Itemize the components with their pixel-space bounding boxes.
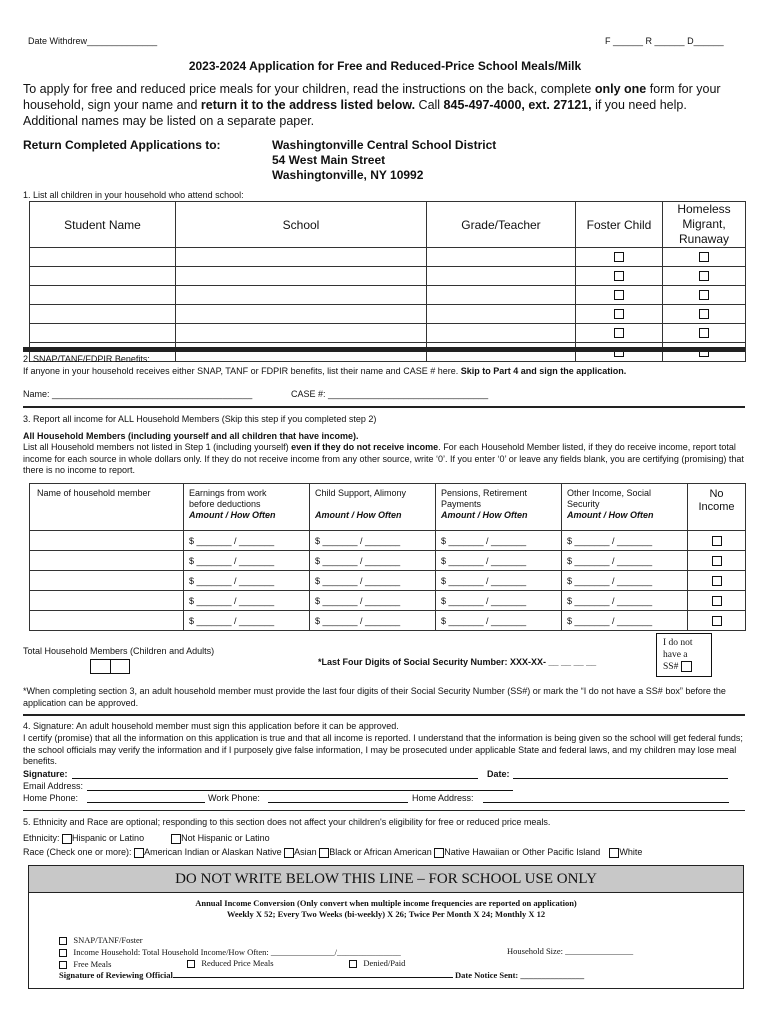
instr-text: . For each Household Member listed, if they do receive income, report total income for each source in whole dollars only. If they do not receive income from any other source, write ‘0’. If you enter ‘0’ or leave any fields blank, you are certifying (promising) that there is no income to report. xyxy=(23,442,744,475)
amount-how-often-field[interactable]: $ _______ / _______ xyxy=(567,615,653,626)
income-table xyxy=(29,483,746,631)
foster-cell[interactable] xyxy=(576,324,663,343)
race-option: Native Hawaiian or Other Pacific Island xyxy=(444,847,601,857)
work-phone-label: Work Phone: xyxy=(208,793,260,803)
child-row xyxy=(30,286,746,305)
amount-cell[interactable] xyxy=(436,551,562,571)
amount-how-often-field[interactable]: $ _______ / _______ xyxy=(315,555,401,566)
school-cell[interactable] xyxy=(176,286,427,305)
email-label: Email Address: xyxy=(23,781,84,791)
member-name-cell[interactable] xyxy=(30,551,184,571)
no-ssn-box xyxy=(656,633,712,677)
amount-how-often-field[interactable]: $ _______ / _______ xyxy=(315,615,401,626)
school-cell[interactable] xyxy=(176,305,427,324)
office-signature-row xyxy=(59,970,584,980)
amount-cell[interactable] xyxy=(310,551,436,571)
no-income-cell[interactable] xyxy=(688,531,746,551)
col-label: Earnings from work xyxy=(189,488,267,498)
amount-how-often-field[interactable]: $ _______ / _______ xyxy=(189,575,275,586)
homeless-label: Homeless xyxy=(677,202,731,216)
intro-bold: return it to the address listed below. xyxy=(200,98,416,112)
amount-how-often-field[interactable]: $ _______ / _______ xyxy=(567,595,653,606)
student-name-cell[interactable] xyxy=(30,286,176,305)
section2-skip-note: Skip to Part 4 and sign the application. xyxy=(460,366,627,376)
amount-how-often-field[interactable]: $ _______ / _______ xyxy=(315,595,401,606)
conversion-line: Annual Income Conversion (Only convert when multiple income frequencies are reported on application) xyxy=(195,898,577,908)
col-label: Income xyxy=(698,501,735,513)
intro-text: Call xyxy=(415,98,444,112)
eth-not-hispanic-label: Not Hispanic or Latino xyxy=(181,833,270,843)
amount-how-often: Amount / How Often xyxy=(189,510,276,520)
no-ssn-checkbox[interactable] xyxy=(681,661,692,672)
children-header-row xyxy=(30,202,746,248)
col-label: Child Support, Alimony xyxy=(315,488,407,498)
amount-how-often-field[interactable]: $ _______ / _______ xyxy=(315,575,401,586)
signature-label: Signature: xyxy=(23,769,68,779)
homeless-cell[interactable] xyxy=(663,324,746,343)
no-ssn-text: SS# xyxy=(663,662,679,672)
amount-cell[interactable] xyxy=(436,571,562,591)
office-checkbox[interactable] xyxy=(59,949,67,957)
amount-how-often-field[interactable]: $ _______ / _______ xyxy=(315,535,401,546)
total-members-box[interactable] xyxy=(90,659,130,674)
intro-text: if you need help. Additional names may be listed on a separate paper. xyxy=(23,98,687,128)
amount-cell[interactable] xyxy=(184,591,310,611)
no-income-checkbox[interactable] xyxy=(712,596,722,606)
section4-heading: 4. Signature: An adult household member must sign this application before it can be approved. xyxy=(23,721,399,731)
member-name-cell[interactable] xyxy=(30,571,184,591)
foster-cell[interactable] xyxy=(576,286,663,305)
race-option: American Indian or Alaskan Native xyxy=(144,847,282,857)
col-label: Pensions, Retirement xyxy=(441,488,528,498)
section-divider xyxy=(23,714,745,716)
ethnicity-label: Ethnicity: xyxy=(23,833,60,843)
col-label: Other Income, Social xyxy=(567,488,652,498)
student-name-cell[interactable] xyxy=(30,248,176,267)
intro-bold: only one xyxy=(594,82,647,96)
amount-how-often-field[interactable]: $ _______ / _______ xyxy=(441,575,527,586)
amount-how-often-field[interactable]: $ _______ / _______ xyxy=(567,535,653,546)
school-cell[interactable] xyxy=(176,343,427,362)
intro-text: form for your household, sign your name and xyxy=(23,82,721,112)
amount-how-often-field[interactable]: $ _______ / _______ xyxy=(441,535,527,546)
amount-cell[interactable] xyxy=(310,571,436,591)
signature-line[interactable] xyxy=(72,778,478,779)
office-household-size: Household Size: ________________ xyxy=(507,946,634,956)
amount-cell[interactable] xyxy=(562,591,688,611)
office-checkbox[interactable] xyxy=(349,960,357,968)
foster-child-checkbox[interactable] xyxy=(614,252,624,262)
foster-cell[interactable] xyxy=(576,248,663,267)
homeless-cell[interactable] xyxy=(663,267,746,286)
date-notice-label: Date Notice Sent: _______________ xyxy=(455,970,585,980)
amount-how-often-field[interactable]: $ _______ / _______ xyxy=(567,575,653,586)
amount-how-often-field[interactable]: $ _______ / _______ xyxy=(189,535,275,546)
no-income-cell[interactable] xyxy=(688,591,746,611)
instr-bold: even if they do not receive income xyxy=(291,442,439,452)
no-ssn-text: I do not xyxy=(663,638,693,648)
office-use-banner: DO NOT WRITE BELOW THIS LINE – FOR SCHOOL USE ONLY xyxy=(29,866,743,893)
amount-how-often: Amount / How Often xyxy=(441,510,528,520)
office-denied-label: Denied/Paid xyxy=(363,958,406,968)
student-name-cell[interactable] xyxy=(30,305,176,324)
email-line[interactable] xyxy=(87,790,513,791)
race-checkbox[interactable] xyxy=(134,848,144,858)
member-name-cell[interactable] xyxy=(30,591,184,611)
race-checkbox[interactable] xyxy=(609,848,619,858)
foster-child-checkbox[interactable] xyxy=(614,290,624,300)
no-income-cell[interactable] xyxy=(688,611,746,631)
office-snap-label: SNAP/TANF/Foster xyxy=(73,935,143,945)
no-income-cell[interactable] xyxy=(688,551,746,571)
amount-cell[interactable] xyxy=(310,531,436,551)
section3-bold-line: All Household Members (including yourself and all children that have income). xyxy=(23,431,359,441)
section2-text-plain: If anyone in your household receives either SNAP, TANF or FDPIR benefits, list their name and CASE # here. xyxy=(23,366,461,376)
office-use-box xyxy=(28,865,744,989)
race-row xyxy=(23,847,642,858)
col-label: before deductions xyxy=(189,499,261,509)
office-income-label: Income Household: Total Household Income/How Often: _______________/_______________ xyxy=(73,947,401,957)
student-name-cell[interactable] xyxy=(30,324,176,343)
amount-cell[interactable] xyxy=(184,611,310,631)
income-row xyxy=(30,571,746,591)
income-row xyxy=(30,611,746,631)
foster-child-checkbox[interactable] xyxy=(614,271,624,281)
eth-not-hispanic-checkbox[interactable] xyxy=(171,834,181,844)
amount-cell[interactable] xyxy=(310,611,436,631)
amount-cell[interactable] xyxy=(562,531,688,551)
no-income-checkbox[interactable] xyxy=(712,616,722,626)
no-income-checkbox[interactable] xyxy=(712,576,722,586)
section3-instructions xyxy=(23,442,745,477)
snap-case-field[interactable]: CASE #: ________________________________ xyxy=(291,389,489,399)
col-member-name: Name of household member xyxy=(30,484,184,531)
children-table xyxy=(29,201,746,362)
address-line: Washingtonville Central School District xyxy=(272,138,497,152)
office-denied xyxy=(349,958,405,968)
race-checkbox[interactable] xyxy=(434,848,444,858)
snap-name-field[interactable]: Name: ________________________________________ xyxy=(23,389,253,399)
office-reduced-label: Reduced Price Meals xyxy=(201,958,274,968)
homeless-checkbox[interactable] xyxy=(699,328,709,338)
frd-codes: F ______ R ______ D______ xyxy=(605,36,724,46)
home-address-line[interactable] xyxy=(483,802,729,803)
amount-how-often-field[interactable]: $ _______ / _______ xyxy=(567,555,653,566)
section-divider xyxy=(23,347,745,352)
child-row xyxy=(30,267,746,286)
no-income-checkbox[interactable] xyxy=(712,536,722,546)
eth-hispanic-checkbox[interactable] xyxy=(62,834,72,844)
amount-how-often: Amount / How Often xyxy=(567,510,654,520)
amount-cell[interactable] xyxy=(184,551,310,571)
child-row xyxy=(30,305,746,324)
return-address xyxy=(272,138,496,183)
school-cell[interactable] xyxy=(176,248,427,267)
child-row xyxy=(30,324,746,343)
grade-teacher-cell[interactable] xyxy=(427,267,576,286)
certification-text: I certify (promise) that all the information on this application is true and that all income is reported. I understand that the information is being given so the school will get federal funds; the school officials may verify the information and if I purposely give false information, I may be prosecuted under applicable State and federal laws, and my children may lose meal benefits. xyxy=(23,733,743,766)
intro-phone: 845-497-4000, ext. 27121, xyxy=(443,98,592,112)
office-checkbox[interactable] xyxy=(59,937,67,945)
amount-cell[interactable] xyxy=(562,571,688,591)
intro-text: To apply for free and reduced price meals for your children, read the instructions on the back, complete xyxy=(23,82,595,96)
amount-how-often-field[interactable]: $ _______ / _______ xyxy=(441,595,527,606)
home-phone-line[interactable] xyxy=(87,802,205,803)
intro-paragraph xyxy=(23,81,743,129)
no-income-checkbox[interactable] xyxy=(712,556,722,566)
race-option: Black or African American xyxy=(329,847,432,857)
no-income-cell[interactable] xyxy=(688,571,746,591)
child-row xyxy=(30,248,746,267)
amount-cell[interactable] xyxy=(436,611,562,631)
homeless-checkbox[interactable] xyxy=(699,271,709,281)
amount-cell[interactable] xyxy=(562,611,688,631)
col-homeless xyxy=(663,202,746,248)
amount-cell[interactable] xyxy=(184,531,310,551)
foster-cell[interactable] xyxy=(576,267,663,286)
homeless-label: Runaway xyxy=(678,232,730,246)
grade-teacher-cell[interactable] xyxy=(427,286,576,305)
official-signature-line[interactable] xyxy=(173,977,453,978)
conversion-line: Weekly X 52; Every Two Weeks (bi-weekly) X 26; Twice Per Month X 24; Monthly X 12 xyxy=(226,909,546,919)
foster-child-checkbox[interactable] xyxy=(614,328,624,338)
col-grade-teacher: Grade/Teacher xyxy=(427,202,576,248)
ssn-note: *When completing section 3, an adult household member must provide the last four digits of their Social Security Number (SS#) or mark the “I do not have a SS# box” before the application can be approved. xyxy=(23,686,726,708)
race-option: White xyxy=(619,847,643,857)
ssn-label: *Last Four Digits of Social Security Number: XXX-XX- __ __ __ __ xyxy=(318,657,597,667)
col-pensions xyxy=(436,484,562,531)
grade-teacher-cell[interactable] xyxy=(427,248,576,267)
grade-teacher-cell[interactable] xyxy=(427,305,576,324)
col-label: No xyxy=(709,488,724,500)
income-row xyxy=(30,551,746,571)
date-line[interactable] xyxy=(513,778,728,779)
section-divider xyxy=(23,810,745,811)
amount-cell[interactable] xyxy=(436,591,562,611)
member-name-cell[interactable] xyxy=(30,531,184,551)
amount-how-often-field[interactable]: $ _______ / _______ xyxy=(441,555,527,566)
amount-how-often-field[interactable]: $ _______ / _______ xyxy=(189,555,275,566)
section2-heading: 2. SNAP/TANF/FDPIR Benefits: xyxy=(23,354,150,364)
foster-cell[interactable] xyxy=(576,305,663,324)
race-option: Asian xyxy=(294,847,317,857)
amount-cell[interactable] xyxy=(562,551,688,571)
student-name-cell[interactable] xyxy=(30,267,176,286)
amount-how-often-field[interactable]: $ _______ / _______ xyxy=(189,615,275,626)
col-no-income xyxy=(688,484,746,531)
col-school: School xyxy=(176,202,427,248)
amount-how-often: Amount / How Often xyxy=(315,510,402,520)
col-label: Security xyxy=(567,499,600,509)
income-header-row xyxy=(30,484,746,531)
col-label: Payments xyxy=(441,499,482,509)
homeless-checkbox[interactable] xyxy=(699,252,709,262)
amount-cell[interactable] xyxy=(310,591,436,611)
amount-cell[interactable] xyxy=(184,571,310,591)
col-foster-child: Foster Child xyxy=(576,202,663,248)
col-child-support xyxy=(310,484,436,531)
foster-cell[interactable] xyxy=(576,343,663,362)
col-other-income xyxy=(562,484,688,531)
work-phone-line[interactable] xyxy=(268,802,408,803)
return-label: Return Completed Applications to: xyxy=(23,138,221,152)
race-label: Race (Check one or more): xyxy=(23,847,132,857)
grade-teacher-cell[interactable] xyxy=(427,343,576,362)
homeless-label: Migrant, xyxy=(682,217,726,231)
official-signature-label: Signature of Reviewing Official xyxy=(59,970,173,980)
grade-teacher-cell[interactable] xyxy=(427,324,576,343)
office-free-label: Free Meals xyxy=(73,959,112,969)
section3-heading: 3. Report all income for ALL Household Members (Skip this step if you completed step 2) xyxy=(23,414,377,424)
amount-how-often-field[interactable]: $ _______ / _______ xyxy=(189,595,275,606)
homeless-checkbox[interactable] xyxy=(699,309,709,319)
homeless-cell[interactable] xyxy=(663,286,746,305)
homeless-cell[interactable] xyxy=(663,248,746,267)
home-phone-label: Home Phone: xyxy=(23,793,79,803)
amount-cell[interactable] xyxy=(436,531,562,551)
race-checkbox[interactable] xyxy=(284,848,294,858)
col-student-name: Student Name xyxy=(30,202,176,248)
income-row xyxy=(30,591,746,611)
school-cell[interactable] xyxy=(176,267,427,286)
total-members-label: Total Household Members (Children and Adults) xyxy=(23,646,215,656)
office-reduced xyxy=(187,958,274,968)
ethnicity-row xyxy=(23,833,270,844)
homeless-cell[interactable] xyxy=(663,305,746,324)
section1-heading: 1. List all children in your household who attend school: xyxy=(23,190,244,200)
income-conversion xyxy=(29,898,743,920)
school-cell[interactable] xyxy=(176,324,427,343)
address-line: 54 West Main Street xyxy=(272,153,386,167)
race-checkbox[interactable] xyxy=(319,848,329,858)
foster-child-checkbox[interactable] xyxy=(614,309,624,319)
section2-text xyxy=(23,366,626,376)
amount-how-often-field[interactable]: $ _______ / _______ xyxy=(441,615,527,626)
instr-text: List all Household members not listed in Step 1 (including yourself) xyxy=(23,442,292,452)
office-checkbox[interactable] xyxy=(187,960,195,968)
section5-heading: 5. Ethnicity and Race are optional; responding to this section does not affect your children's eligibility for free or reduced price meals. xyxy=(23,817,551,827)
date-withdrew: Date Withdrew______________ xyxy=(28,36,158,46)
col-earnings xyxy=(184,484,310,531)
office-checkbox[interactable] xyxy=(59,961,67,969)
income-row xyxy=(30,531,746,551)
section-divider xyxy=(23,406,745,408)
address-line: Washingtonville, NY 10992 xyxy=(272,168,424,182)
no-ssn-text: have a xyxy=(663,650,688,660)
eth-hispanic-label: Hispanic or Latino xyxy=(72,833,145,843)
homeless-cell[interactable] xyxy=(663,343,746,362)
home-address-label: Home Address: xyxy=(412,793,474,803)
date-label: Date: xyxy=(487,769,510,779)
member-name-cell[interactable] xyxy=(30,611,184,631)
page-title: 2023-2024 Application for Free and Reduced-Price School Meals/Milk xyxy=(188,59,582,73)
homeless-checkbox[interactable] xyxy=(699,290,709,300)
